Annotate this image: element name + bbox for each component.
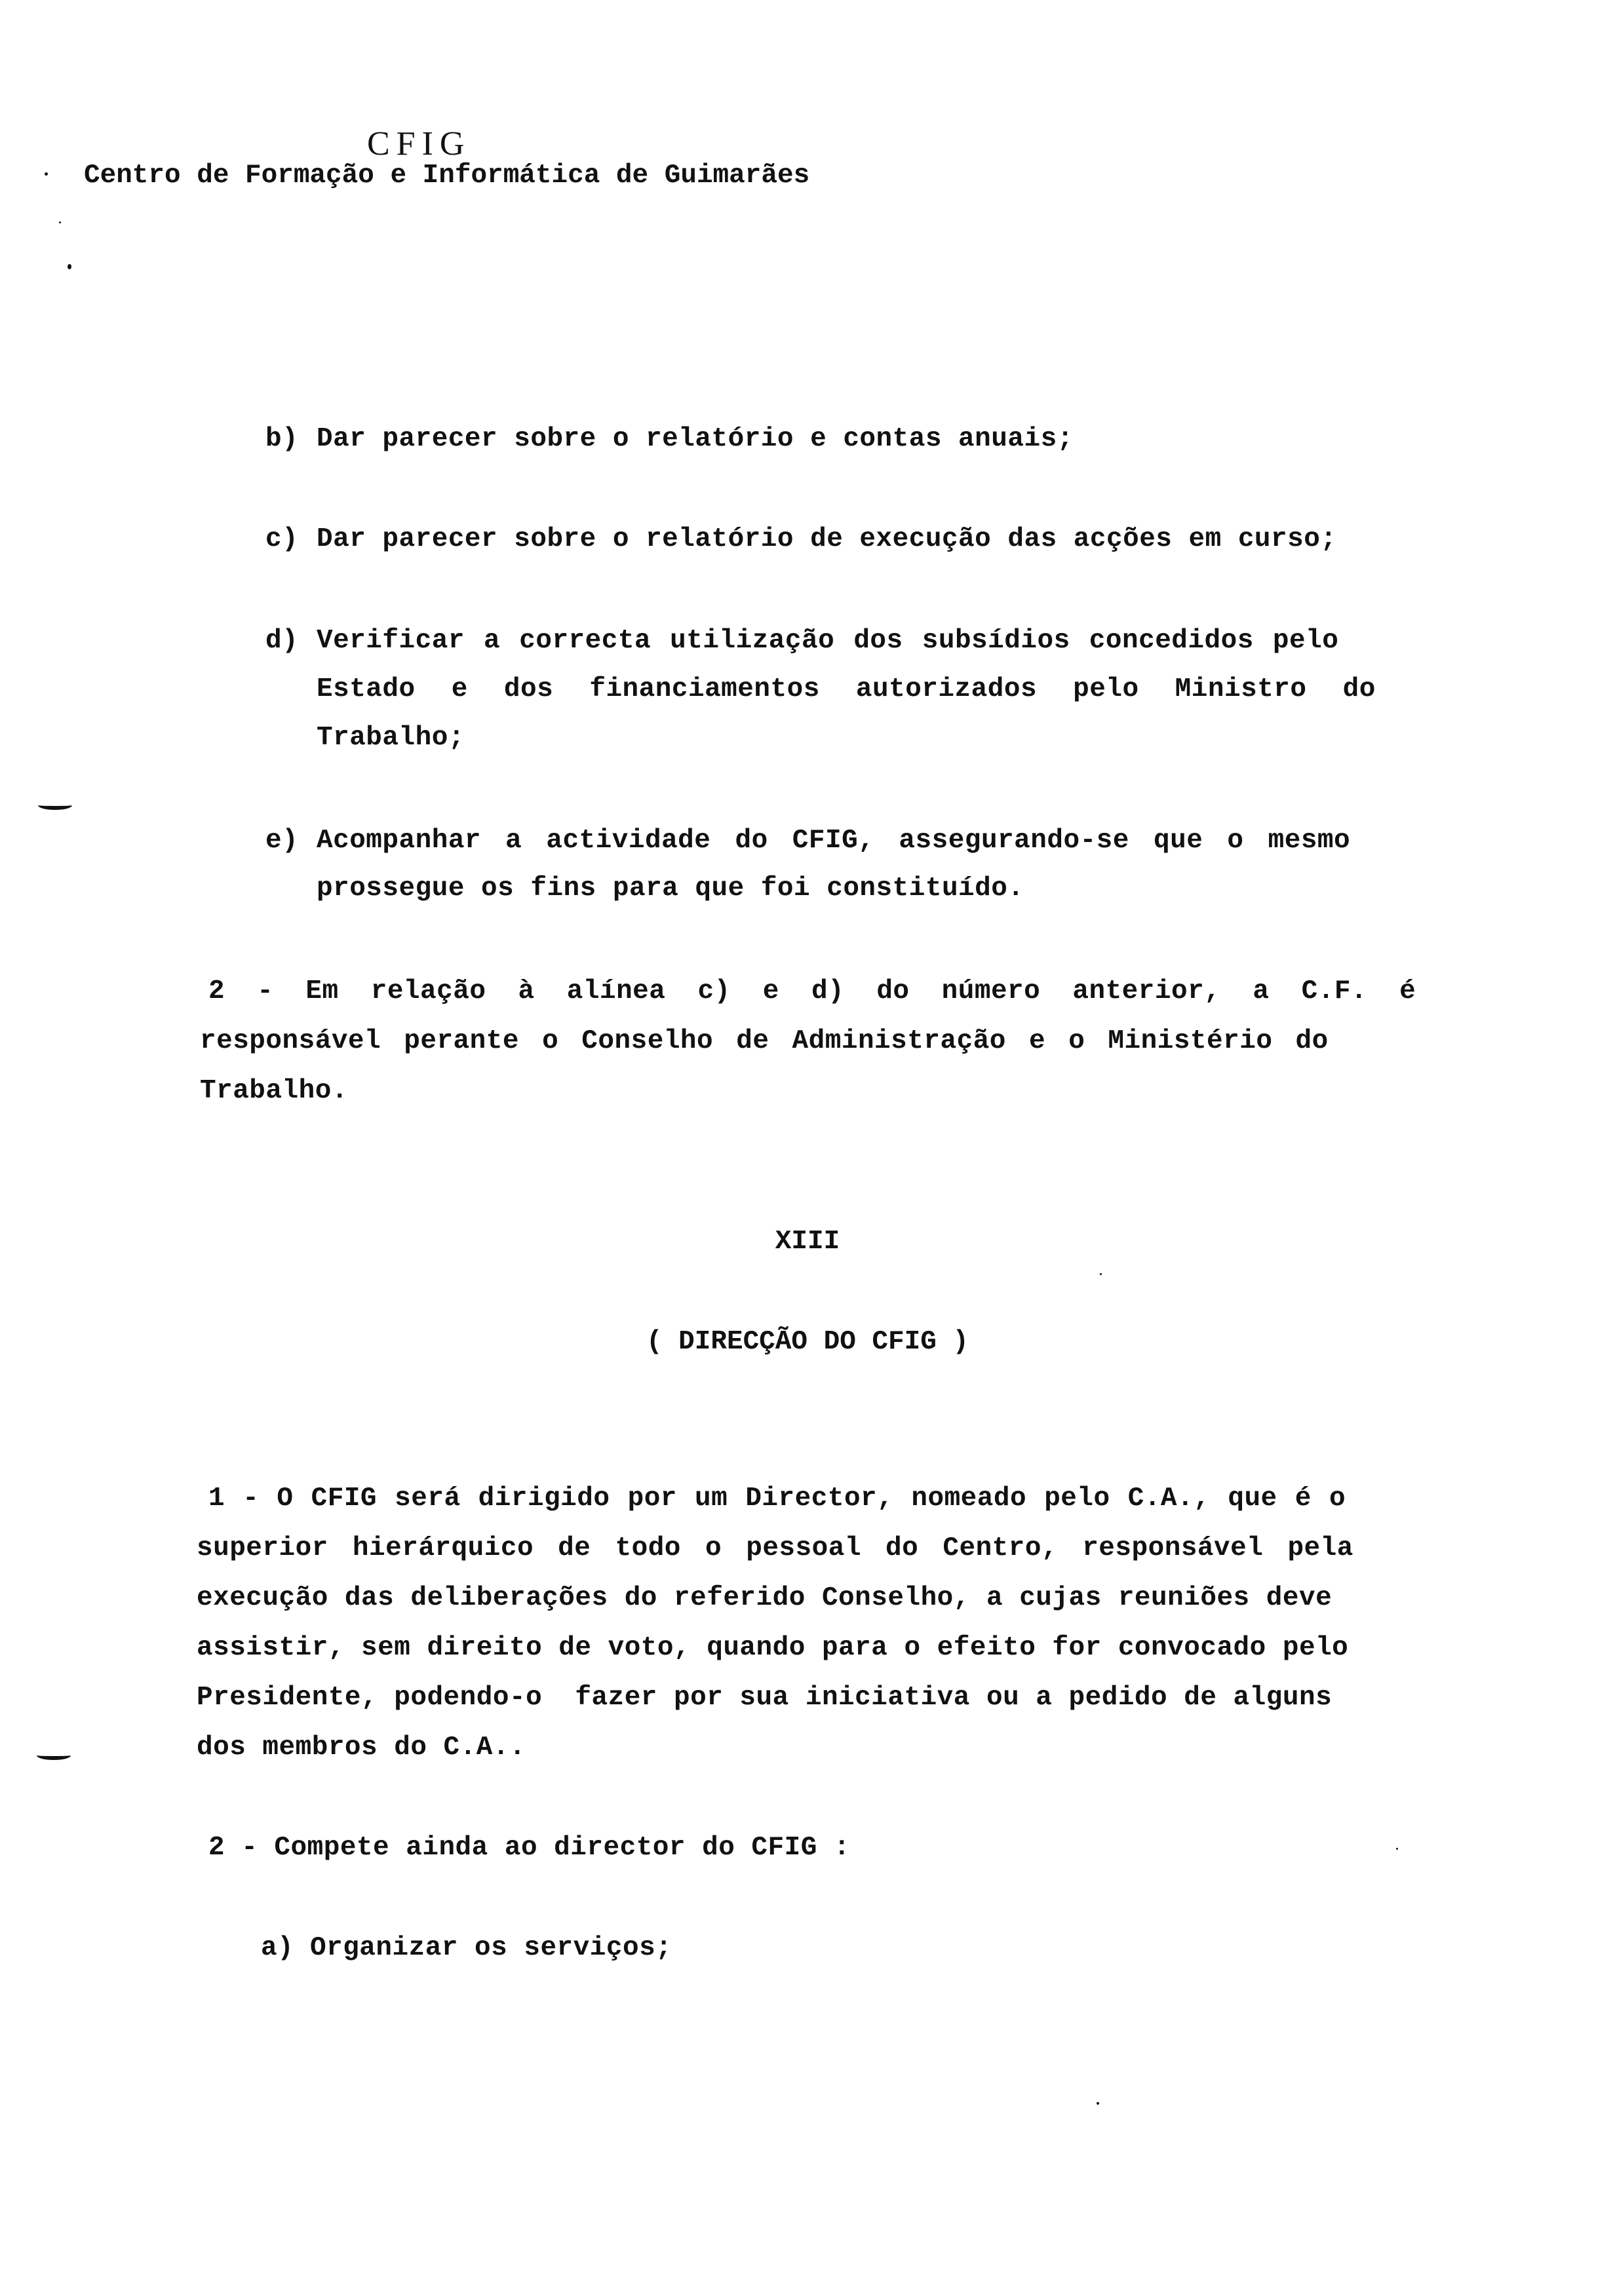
- section-title: ( DIRECÇÃO DO CFIG ): [646, 1327, 969, 1357]
- scan-speck: [59, 221, 61, 223]
- paragraph-line: responsável perante o Conselho de Administração e o Ministério do: [200, 1026, 1329, 1056]
- paragraph-line: superior hierárquico de todo o pessoal do Centro, responsável pela: [197, 1533, 1353, 1563]
- hole-punch-mark: [38, 801, 72, 810]
- scan-speck: [1097, 2102, 1099, 2105]
- list-item-text: Estado e dos financiamentos autorizados pelo Ministro do: [317, 674, 1376, 704]
- list-item-label: e): [265, 826, 299, 856]
- list-item-text: Trabalho;: [317, 723, 465, 753]
- scan-speck: [45, 172, 48, 176]
- list-item-text: prossegue os fins para que foi constituído.: [317, 873, 1024, 904]
- paragraph-line: execução das deliberações do referido Conselho, a cujas reuniões deve: [197, 1583, 1333, 1613]
- list-item-label: d): [265, 626, 299, 656]
- list-item-text: Dar parecer sobre o relatório de execução das acções em curso;: [317, 524, 1337, 554]
- paragraph-line: Trabalho.: [200, 1076, 348, 1106]
- document-header-title: CFIG: [367, 125, 471, 163]
- list-item-text: Organizar os serviços;: [310, 1933, 672, 1963]
- list-item-text: Dar parecer sobre o relatório e contas anuais;: [317, 424, 1074, 454]
- paragraph-line: dos membros do C.A..: [197, 1732, 526, 1763]
- paragraph-line: 2 - Compete ainda ao director do CFIG :: [208, 1833, 851, 1863]
- paragraph-line: Presidente, podendo-o fazer por sua iniciativa ou a pedido de alguns: [197, 1683, 1333, 1713]
- list-item-text: Verificar a correcta utilização dos subsídios concedidos pelo: [317, 626, 1339, 656]
- paragraph-line: assistir, sem direito de voto, quando para o efeito for convocado pelo: [197, 1633, 1349, 1663]
- scan-speck: [1100, 1273, 1102, 1275]
- list-item-label: c): [265, 524, 299, 554]
- document-header-subtitle: Centro de Formação e Informática de Guimarães: [84, 161, 810, 191]
- list-item-text: Acompanhar a actividade do CFIG, assegurando-se que o mesmo: [317, 826, 1351, 856]
- list-item-label: a): [261, 1933, 294, 1963]
- paragraph-line: 1 - O CFIG será dirigido por um Director, nomeado pelo C.A., que é o: [208, 1483, 1346, 1514]
- paragraph-line: 2 - Em relação à alínea c) e d) do número anterior, a C.F. é: [208, 976, 1416, 1006]
- scan-speck: [1396, 1848, 1398, 1850]
- section-number: XIII: [775, 1227, 840, 1257]
- scan-speck: [68, 264, 71, 269]
- list-item-label: b): [265, 424, 299, 454]
- hole-punch-mark: [37, 1751, 71, 1760]
